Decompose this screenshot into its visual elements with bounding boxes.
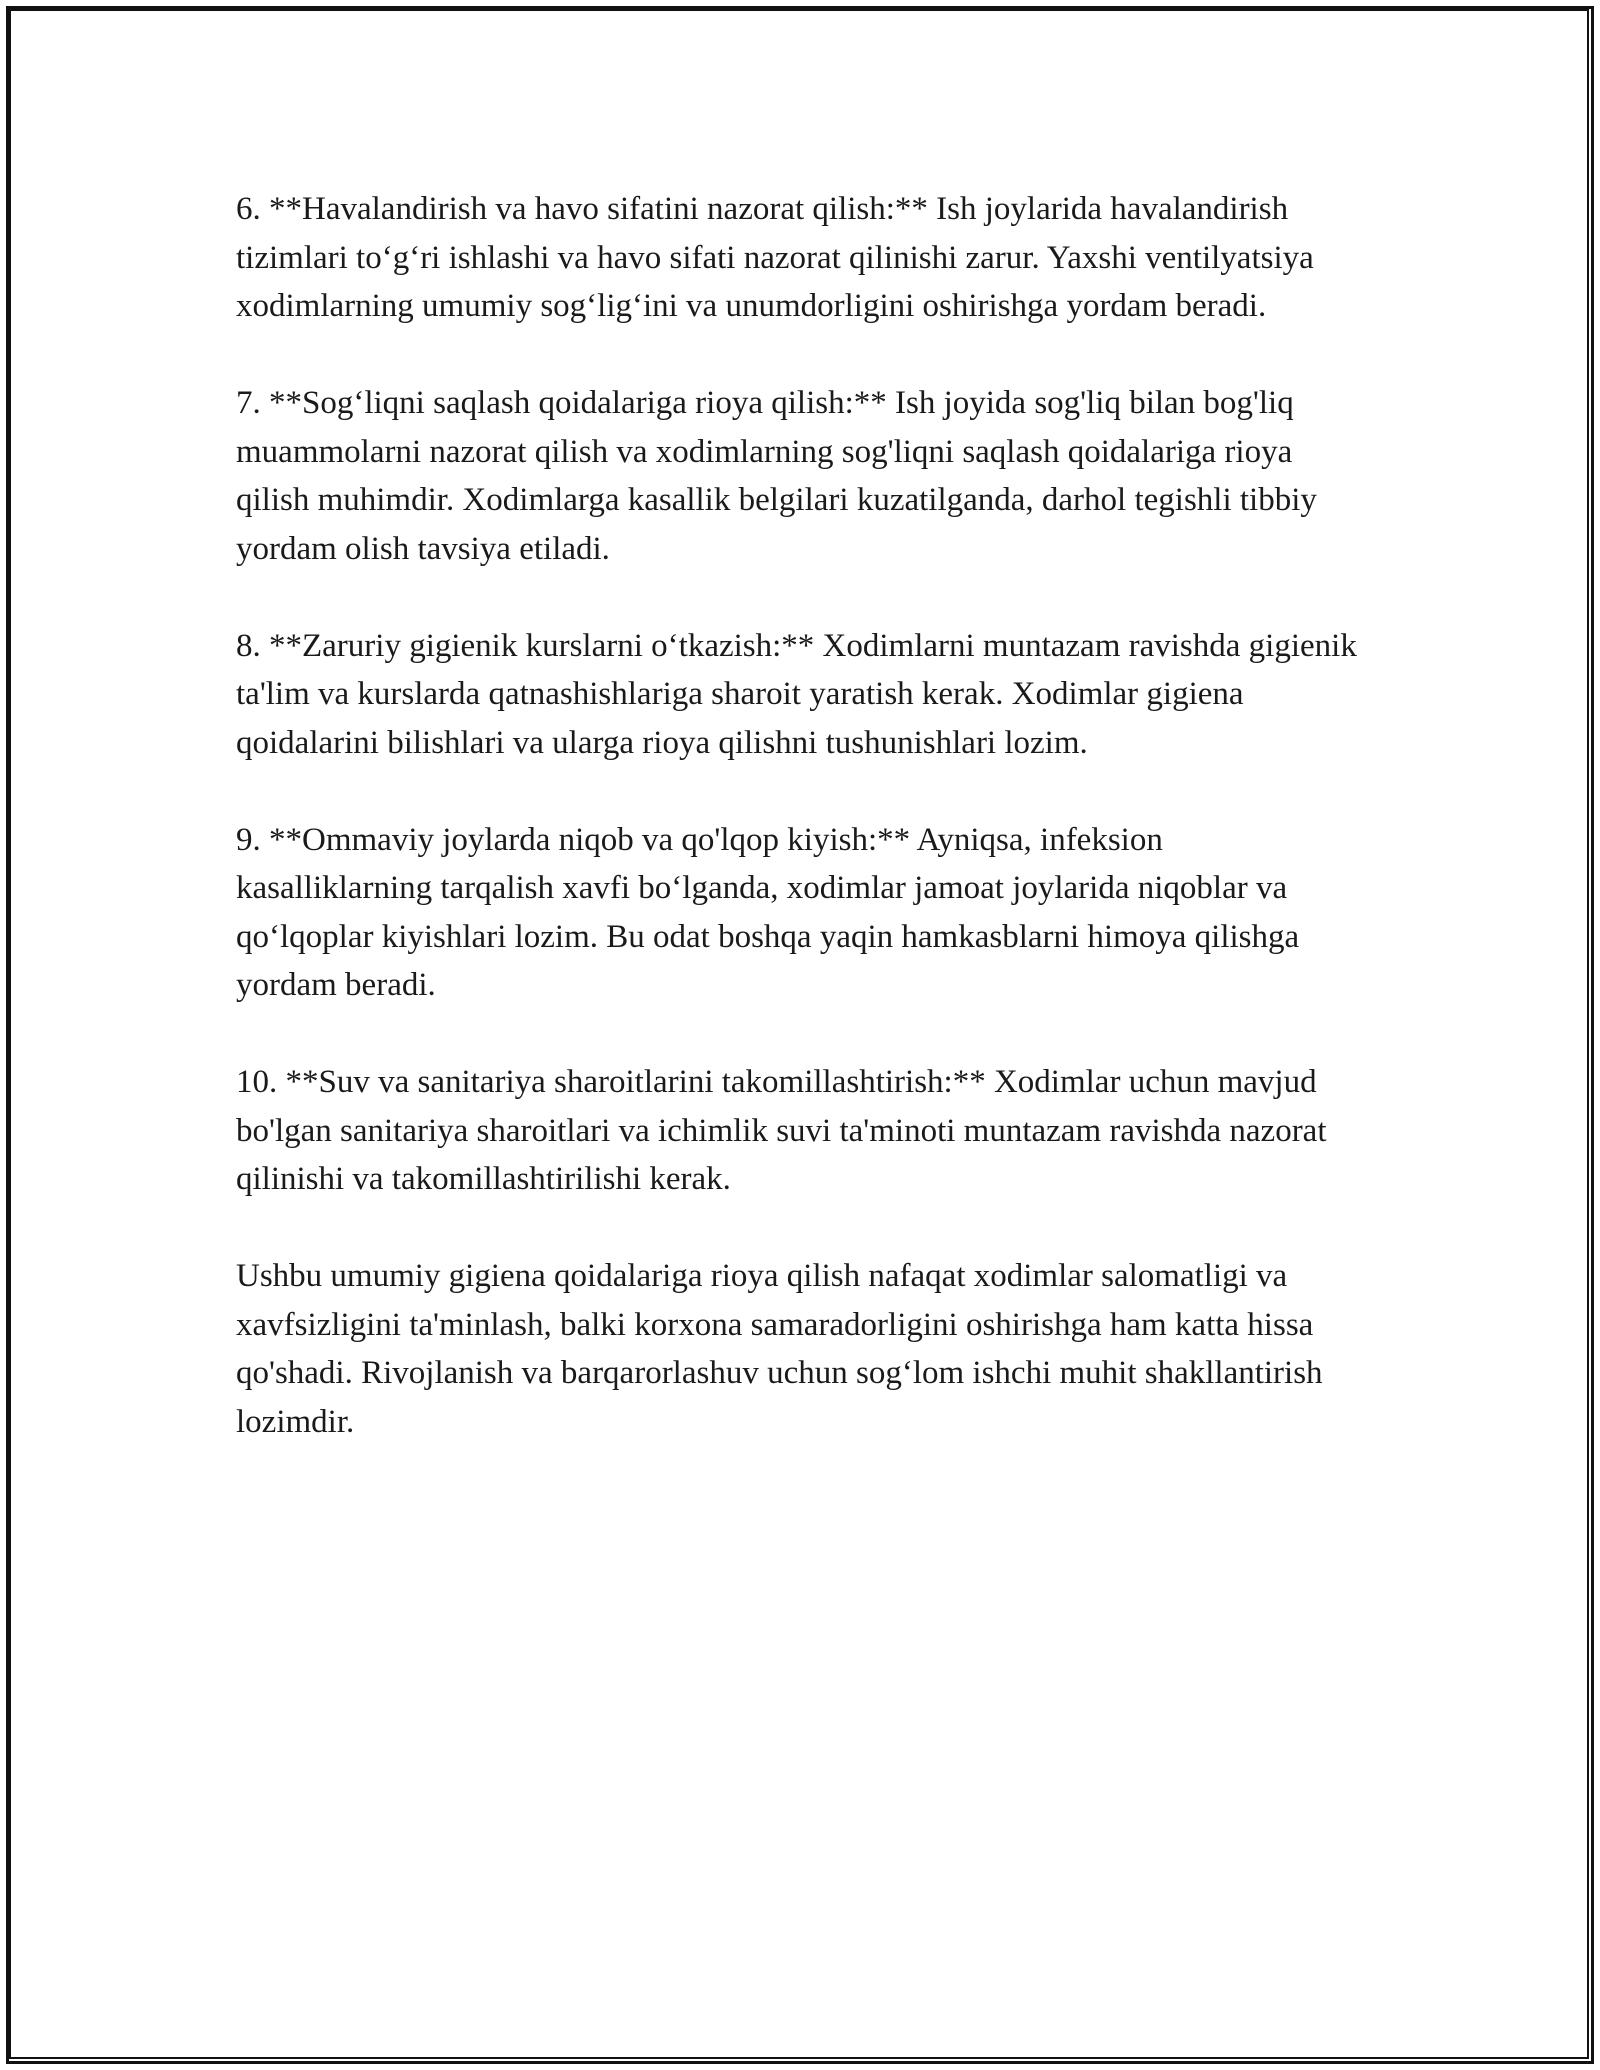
paragraph-item-6: 6. **Havalandirish va havo sifatini nazorat qilish:** Ish joylarida havalandirish tizimlari to‘g‘ri ishlashi va havo sifati nazorat qilinishi zarur. Yaxshi ventilyatsiya xodimlarning umumiy sog‘lig‘ini va unumdorligini oshirishga yordam beradi. xyxy=(236,191,1314,324)
paragraph-item-8: 8. **Zaruriy gigienik kurslarni o‘tkazish:** Xodimlarni muntazam ravishda gigienik ta'lim va kurslarda qatnashishlariga sharoit yaratish kerak. Xodimlar gigiena qoidalarini bilishlari va ularga rioya qilishni tushunishlari lozim. xyxy=(236,627,1357,761)
paragraph-item-7: 7. **Sog‘liqni saqlash qoidalariga rioya qilish:** Ish joyida sog'liq bilan bog'liq muammolarni nazorat qilish va xodimlarning sog'liqni saqlash qoidalariga rioya qilish muhimdir. Xodimlarga kasallik belgilari kuzatilganda, darhol tegishli tibbiy yordam olish tavsiya etiladi. xyxy=(236,385,1317,567)
paragraph-item-9: 9. **Ommaviy joylarda niqob va qo'lqop kiyish:** Ayniqsa, infeksion kasalliklarning tarqalish xavfi bo‘lganda, xodimlar jamoat joylarida niqoblar va qo‘lqoplar kiyishlari lozim. Bu odat boshqa yaqin hamkasblarni himoya qilishga yordam beradi. xyxy=(236,821,1300,1003)
document-body xyxy=(236,185,1366,1446)
paragraph-item-10: 10. **Suv va sanitariya sharoitlarini takomillashtirish:** Xodimlar uchun mavjud bo'lgan sanitariya sharoitlari va ichimlik suvi ta'minoti muntazam ravishda nazorat qilinishi va takomillashtirilishi kerak. xyxy=(236,1064,1327,1197)
paragraph-conclusion: Ushbu umumiy gigiena qoidalariga rioya qilish nafaqat xodimlar salomatligi va xavfsizligini ta'minlash, balki korxona samaradorligini oshirishga ham katta hissa qo'shadi. Rivojlanish va barqarorlashuv uchun sog‘lom ishchi muhit shakllantirish lozimdir. xyxy=(236,1258,1323,1440)
